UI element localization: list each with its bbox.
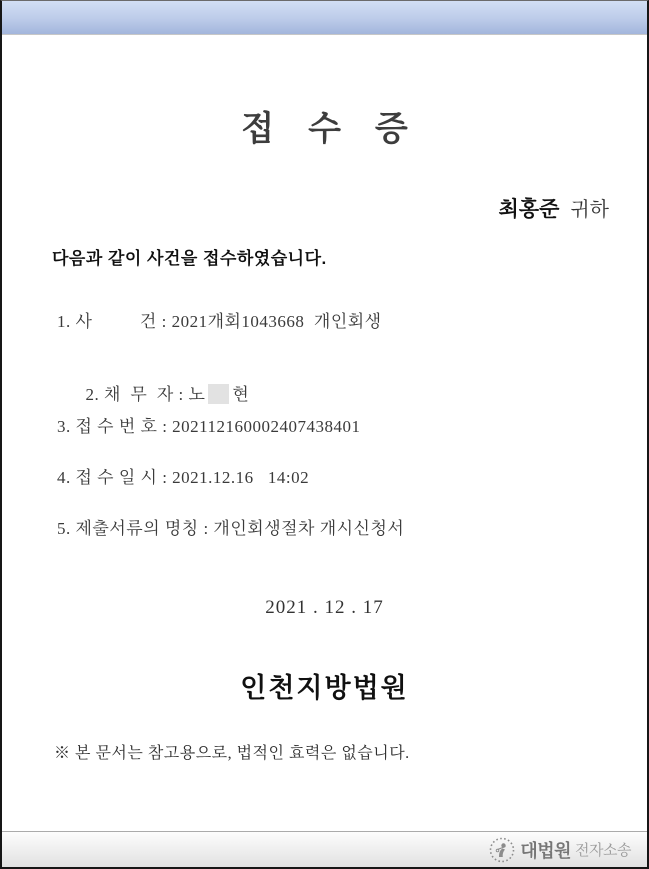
case-number-line: 1. 사 건 : 2021개회1043668 개인회생 xyxy=(57,312,382,331)
receipt-datetime-line: 4. 접 수 일 시 : 2021.12.16 14:02 xyxy=(57,468,310,487)
footer-bar xyxy=(2,831,647,867)
disclaimer-note: ※ 본 문서는 참고용으로, 법적인 효력은 없습니다. xyxy=(54,745,410,762)
submitted-document-line: 5. 제출서류의 명칭 : 개인회생절차 개시신청서 xyxy=(57,519,405,538)
debtor-line-before: 2. 채 무 자 : 노 xyxy=(85,385,206,404)
court-emblem-icon xyxy=(489,837,515,863)
redaction-box xyxy=(208,384,229,404)
logo-text-main: 대법원 xyxy=(520,840,572,861)
document-title: 접 수 증 xyxy=(241,111,408,148)
recipient-name: 최홍준 xyxy=(498,198,560,221)
receipt-number-line: 3. 접 수 번 호 : 202112160002407438401 xyxy=(57,417,361,436)
recipient-honorific: 귀하 xyxy=(570,199,609,221)
court-name: 인천지방법원 xyxy=(240,673,409,703)
logo-text-sub: 전자소송 xyxy=(575,842,631,859)
intro-statement: 다음과 같이 사건을 접수하였습니다. xyxy=(52,249,327,268)
recipient-line xyxy=(499,193,610,223)
issue-date: 2021 . 12 . 17 xyxy=(265,597,384,618)
scourt-elitigation-logo xyxy=(489,837,631,863)
receipt-document xyxy=(2,1,647,867)
debtor-line-after: 현 xyxy=(232,385,250,404)
